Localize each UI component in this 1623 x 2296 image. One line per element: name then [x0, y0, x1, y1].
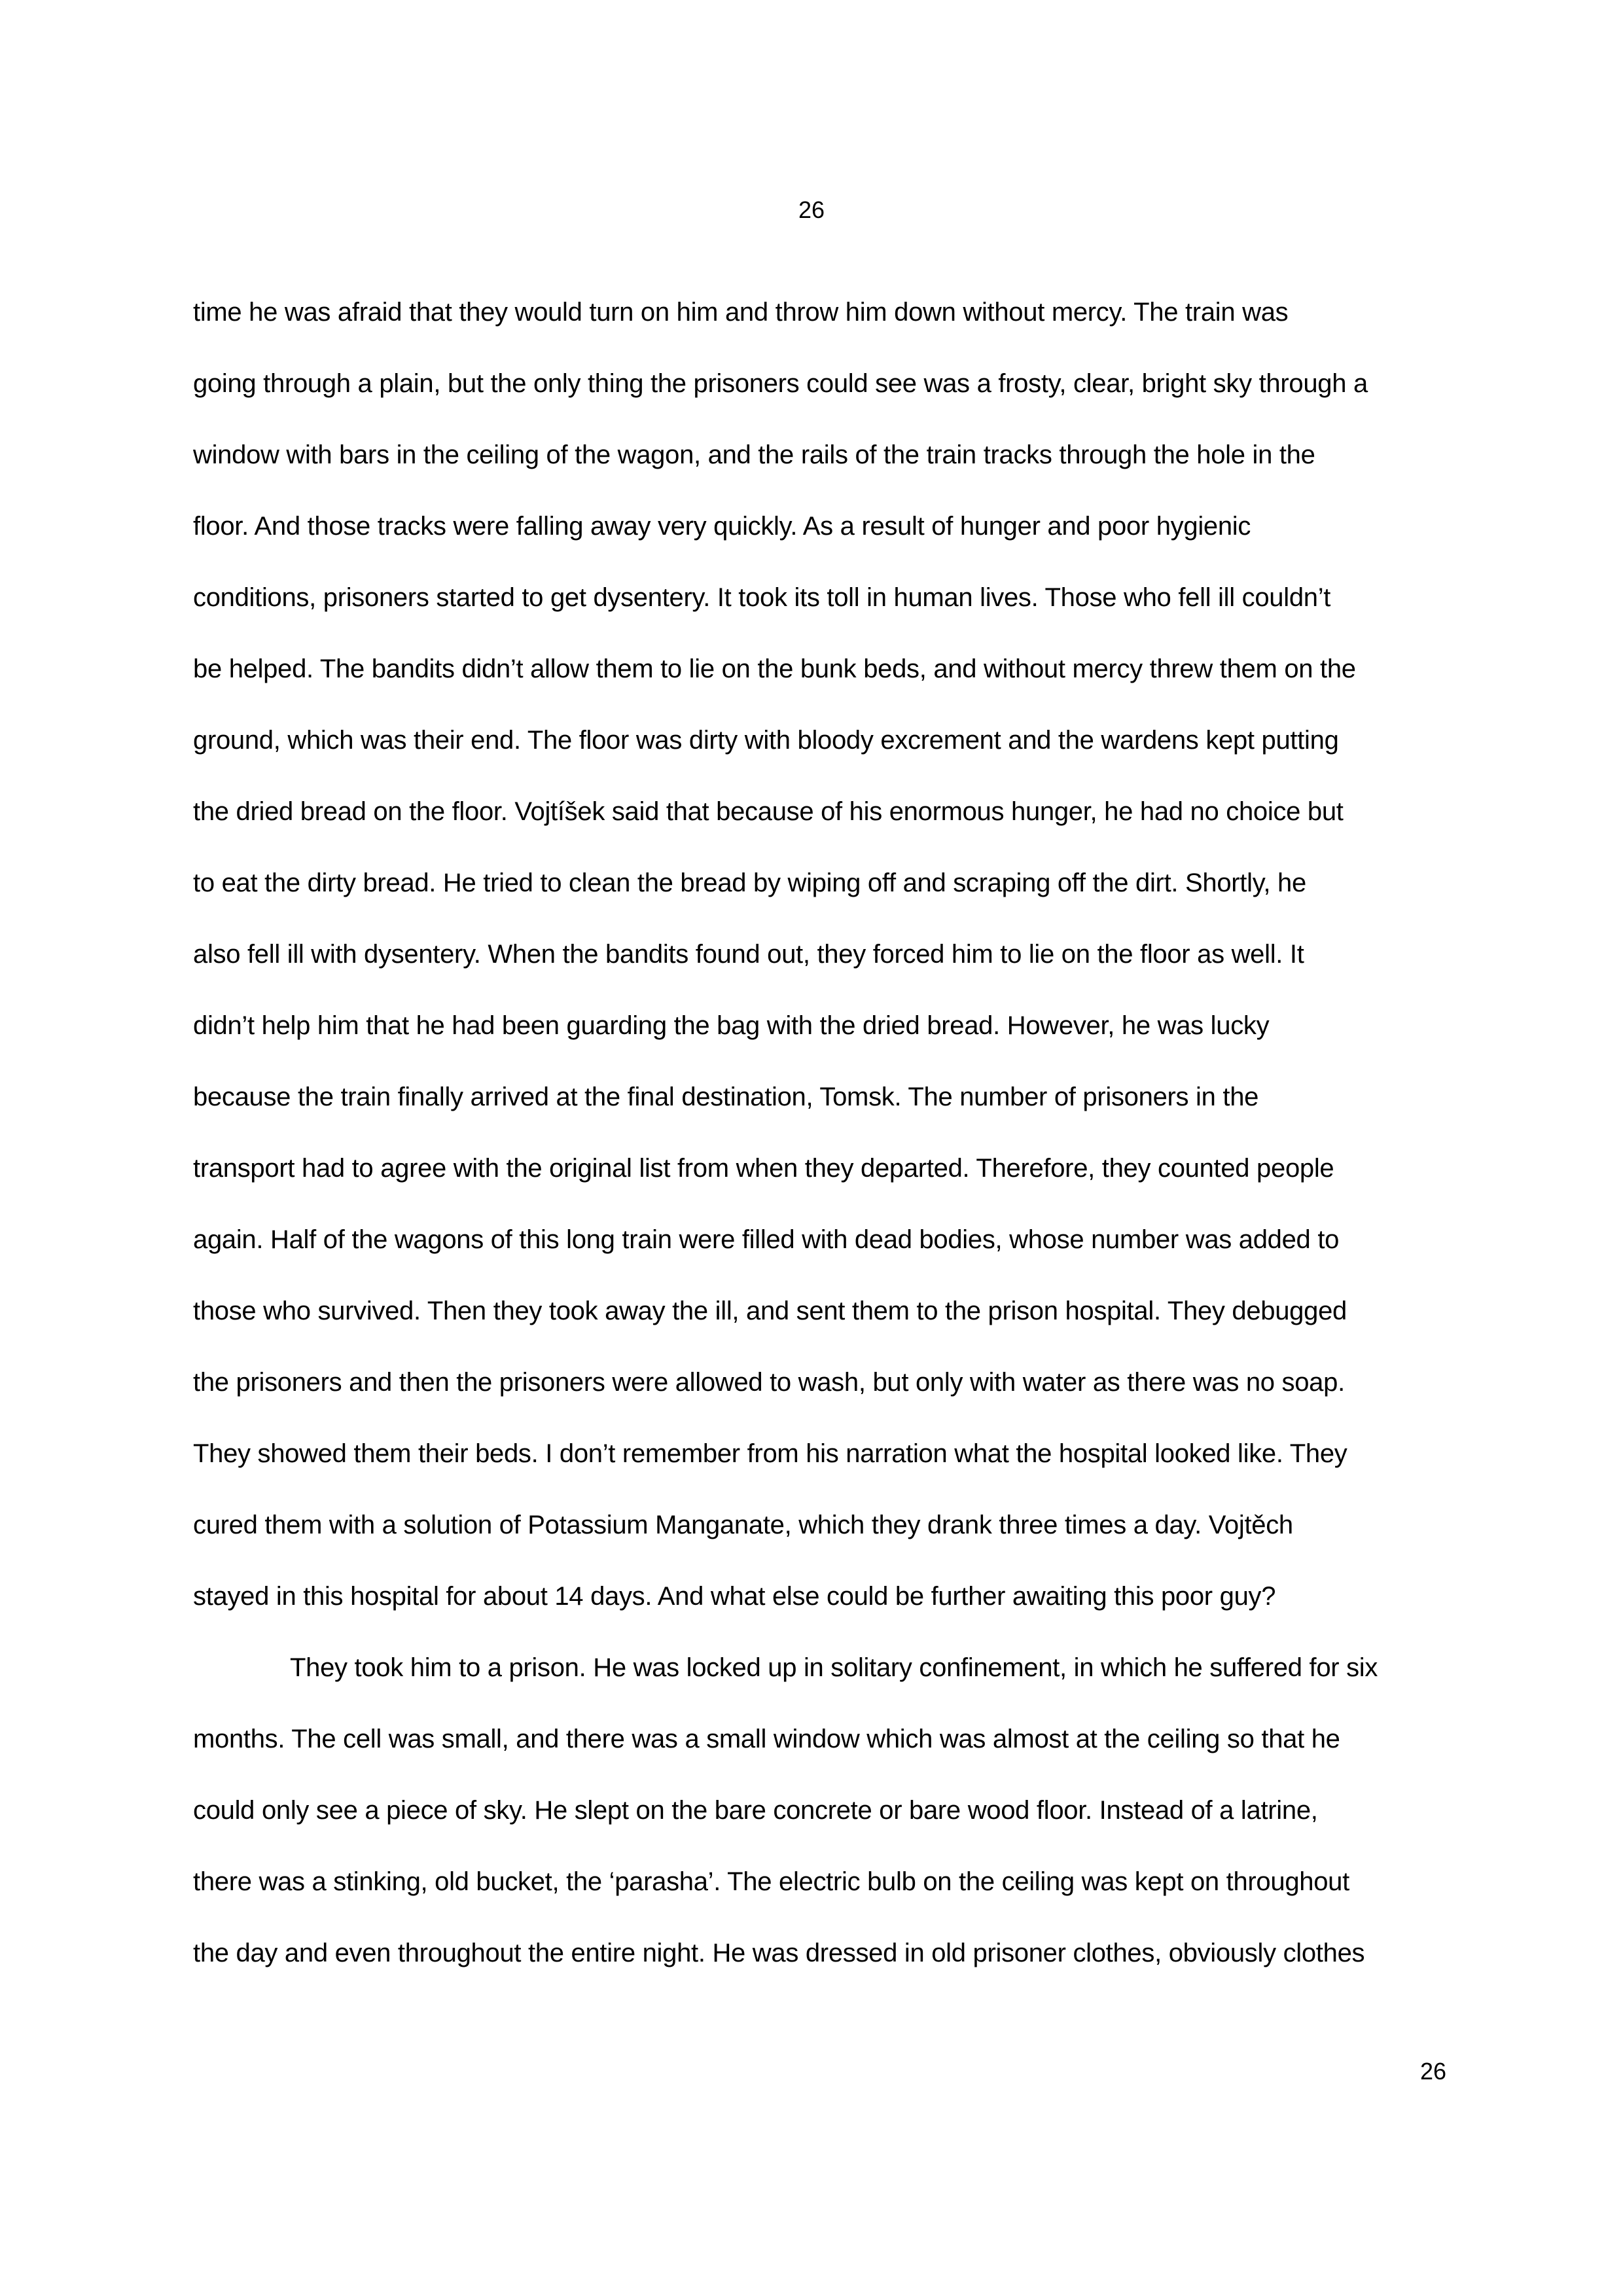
text-line-5: conditions, prisoners started to get dysentery. It took its toll in human lives. Those who fell ill couldn’t — [193, 583, 1331, 612]
text-line-13: transport had to agree with the original list from when they departed. Therefore, they counted people — [193, 1154, 1334, 1183]
text-line-23: there was a stinking, old bucket, the ‘parasha’. The electric bulb on the ceiling was kept on throughout — [193, 1867, 1349, 1896]
text-line-24: the day and even throughout the entire night. He was dressed in old prisoner clothes, obviously clothes — [193, 1939, 1365, 1967]
text-line-7: ground, which was their end. The floor was dirty with bloody excrement and the wardens kept putting — [193, 726, 1339, 755]
text-line-16: the prisoners and then the prisoners were allowed to wash, but only with water as there was no soap. — [193, 1368, 1345, 1397]
text-line-18: cured them with a solution of Potassium Manganate, which they drank three times a day. Vojtěch — [193, 1511, 1293, 1539]
text-line-19: stayed in this hospital for about 14 days. And what else could be further awaiting this poor guy? — [193, 1582, 1276, 1611]
text-line-14: again. Half of the wagons of this long train were filled with dead bodies, whose number was added to — [193, 1225, 1340, 1254]
text-line-8: the dried bread on the floor. Vojtíšek said that because of his enormous hunger, he had no choice but — [193, 797, 1344, 826]
text-line-21: months. The cell was small, and there was a small window which was almost at the ceiling so that he — [193, 1725, 1340, 1753]
paragraph-start-line: They took him to a prison. He was locked up in solitary confinement, in which he suffered for six — [290, 1653, 1378, 1682]
text-line-17: They showed them their beds. I don’t remember from his narration what the hospital looked like. They — [193, 1439, 1347, 1468]
text-line-2: going through a plain, but the only thing the prisoners could see was a frosty, clear, bright sky through a — [193, 369, 1368, 398]
text-line-10: also fell ill with dysentery. When the bandits found out, they forced him to lie on the floor as well. It — [193, 940, 1304, 969]
text-line-12: because the train finally arrived at the final destination, Tomsk. The number of prisoners in the — [193, 1083, 1259, 1111]
text-line-3: window with bars in the ceiling of the wagon, and the rails of the train tracks through the hole in the — [193, 440, 1315, 469]
text-line-22: could only see a piece of sky. He slept on the bare concrete or bare wood floor. Instead of a latrine, — [193, 1796, 1318, 1825]
page-number-footer: 26 — [1419, 2058, 1446, 2085]
text-line-1: time he was afraid that they would turn on him and throw him down without mercy. The train was — [193, 298, 1289, 327]
text-line-11: didn’t help him that he had been guarding the bag with the dried bread. However, he was lucky — [193, 1011, 1270, 1040]
text-line-9: to eat the dirty bread. He tried to clean the bread by wiping off and scraping off the dirt. Shortly, he — [193, 869, 1306, 897]
text-line-6: be helped. The bandits didn’t allow them to lie on the bunk beds, and without mercy threw them on the — [193, 655, 1356, 683]
text-line-15: those who survived. Then they took away the ill, and sent them to the prison hospital. They debugged — [193, 1297, 1347, 1325]
page-number-header: 26 — [798, 196, 825, 223]
text-line-4: floor. And those tracks were falling away very quickly. As a result of hunger and poor hygienic — [193, 512, 1251, 541]
